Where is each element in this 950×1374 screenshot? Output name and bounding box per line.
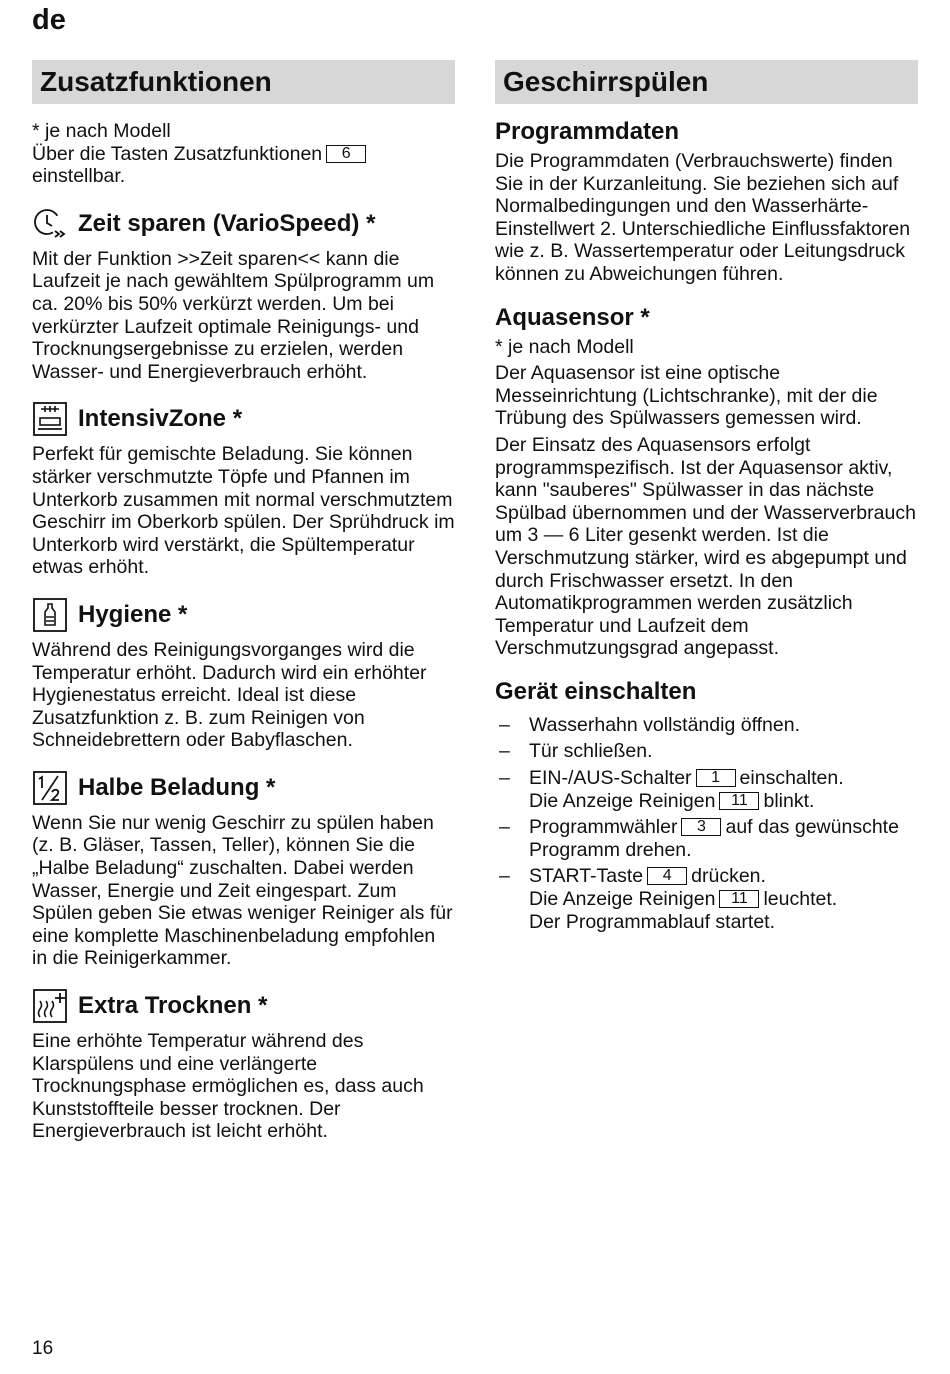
feature-heading-extra-trocknen [32, 988, 455, 1024]
step-text: Tür schließen. [529, 740, 653, 763]
key-box: 6 [326, 145, 366, 163]
steps-list [495, 714, 918, 933]
hygiene-bottle-icon [32, 597, 68, 633]
intro-pre: Über die Tasten Zusatzfunktionen [32, 142, 323, 165]
intensive-zone-icon [32, 401, 68, 437]
dash-bullet: – [499, 816, 510, 839]
step-text: blinkt. [763, 789, 815, 812]
intro-text [32, 143, 455, 188]
list-item [495, 767, 918, 812]
feature-title: Hygiene * [78, 600, 188, 628]
key-box: 3 [681, 818, 721, 836]
step-text: Wasserhahn vollständig öffnen. [529, 713, 801, 736]
key-box: 11 [719, 792, 759, 810]
step-text: START-Taste [529, 865, 644, 888]
step-text: einschalten. [739, 767, 844, 790]
step-text: leuchtet. [763, 888, 838, 911]
heading-programmdaten: Programmdaten [495, 118, 680, 145]
right-column [495, 60, 918, 937]
list-item [495, 740, 918, 763]
step-text: drücken. [691, 865, 766, 888]
feature-heading-intensivzone [32, 401, 455, 437]
aquasensor-note: * je nach Modell [495, 335, 634, 358]
key-box: 1 [696, 769, 736, 787]
page-number: 16 [32, 1338, 54, 1359]
extra-dry-icon [32, 988, 68, 1024]
model-note: * je nach Modell [32, 120, 171, 142]
heading-aquasensor: Aquasensor * [495, 303, 650, 331]
dash-bullet: – [499, 865, 510, 888]
dash-bullet: – [499, 713, 510, 736]
list-item [495, 816, 918, 861]
language-code: de [32, 4, 66, 36]
section-title-geschirrspuelen: Geschirrspülen [495, 60, 918, 104]
step-text: Programmwähler [529, 816, 678, 839]
step-text: EIN-/AUS-Schalter [529, 767, 692, 790]
step-text: Die Anzeige Reinigen [529, 888, 716, 911]
list-item [495, 714, 918, 737]
step-subline [529, 790, 918, 813]
dash-bullet: – [499, 740, 510, 763]
step-subline [529, 888, 918, 911]
feature-title: Extra Trocknen * [78, 992, 268, 1020]
feature-text: Eine erhöhte Temperatur während des Klarspülens und eine verlängerte Trocknungsphase ermöglichen es, dass auch Kunststoffteile besser trocknen. Der Energieverbrauch ist leicht erhöht. [32, 1030, 424, 1143]
feature-text: Mit der Funktion >>Zeit sparen<< kann die Laufzeit je nach gewähltem Spülprogramm um ca. 20% bis 50% verkürzt werden. Um bei verkürzter Laufzeit optimale Reinigungs- und Trocknungsergebnisse zu erzielen, werden Wasser- und Energieverbrauch erhöht. [32, 247, 435, 383]
heading-geraet-einschalten: Gerät einschalten [495, 677, 697, 705]
key-box: 11 [719, 890, 759, 908]
list-item [495, 865, 918, 933]
step-text: Die Anzeige Reinigen [529, 789, 716, 812]
key-box: 4 [647, 867, 687, 885]
intro-post: einstellbar. [32, 165, 126, 188]
section-title-zusatzfunktionen: Zusatzfunktionen [32, 60, 455, 104]
dash-bullet: – [499, 767, 510, 790]
clock-speed-icon [32, 206, 68, 242]
aquasensor-text-2: Der Einsatz des Aquasensors erfolgt programmspezifisch. Ist der Aquasensor aktiv, kann "sauberes" Spülwasser in das nächste Spülbad übernommen und der Wasserverbrauch um 3 — 6 Liter gesenkt werden. Ist die Verschmutzung stärker, wird es abgepumpt und durch Frischwasser ersetzt. In den Automatikprogrammen werden zusätzlich Temperatur und Laufzeit dem Verschmutzungsgrad angepasst. [495, 433, 916, 660]
feature-heading-halbe-beladung [32, 770, 455, 806]
aquasensor-text-1: Der Aquasensor ist eine optische Messeinrichtung (Lichtschranke), mit der die Trübung des Spülwassers gemessen wird. [495, 362, 878, 430]
feature-title: Halbe Beladung * [78, 773, 276, 801]
step-text: auf das gewünschte Programm drehen. [529, 816, 899, 861]
feature-heading-hygiene [32, 597, 455, 633]
feature-text: Wenn Sie nur wenig Geschirr zu spülen haben (z. B. Gläser, Tassen, Teller), können Sie die „Halbe Beladung“ zuschalten. Dabei werden Wasser, Energie und Zeit eingespart. Zum Spülen geben Sie etwas weniger Reiniger als für eine komplette Maschinenbeladung empfohlen in die Reinigerkammer. [32, 811, 453, 970]
feature-text: Während des Reinigungsvorganges wird die Temperatur erhöht. Dadurch wird ein erhöhter Hygienestatus erreicht. Ideal ist diese Zusatzfunktion z. B. zum Reinigen von Schneidebrettern oder Babyflaschen. [32, 638, 427, 752]
text-programmdaten: Die Programmdaten (Verbrauchswerte) finden Sie in der Kurzanleitung. Sie beziehen sich auf Normalbedingungen und den Wasserhärte-Einstellwert 2. Unterschiedliche Einflussfaktoren wie z. B. Wassertemperatur oder Leitungsdruck können zu Abweichungen führen. [495, 150, 911, 285]
step-subline: Der Programmablauf startet. [529, 910, 776, 933]
half-load-icon [32, 770, 68, 806]
feature-title: IntensivZone * [78, 405, 243, 433]
feature-heading-varioSpeed [32, 206, 455, 242]
feature-title: Zeit sparen (VarioSpeed) * [78, 209, 376, 237]
left-column [32, 60, 455, 1143]
feature-text: Perfekt für gemischte Beladung. Sie können stärker verschmutzte Töpfe und Pfannen im Unterkorb zusammen mit normal verschmutztem Geschirr im Oberkorb spülen. Der Sprühdruck im Unterkorb wird verstärkt, die Spültemperatur etwas erhöht. [32, 443, 455, 579]
